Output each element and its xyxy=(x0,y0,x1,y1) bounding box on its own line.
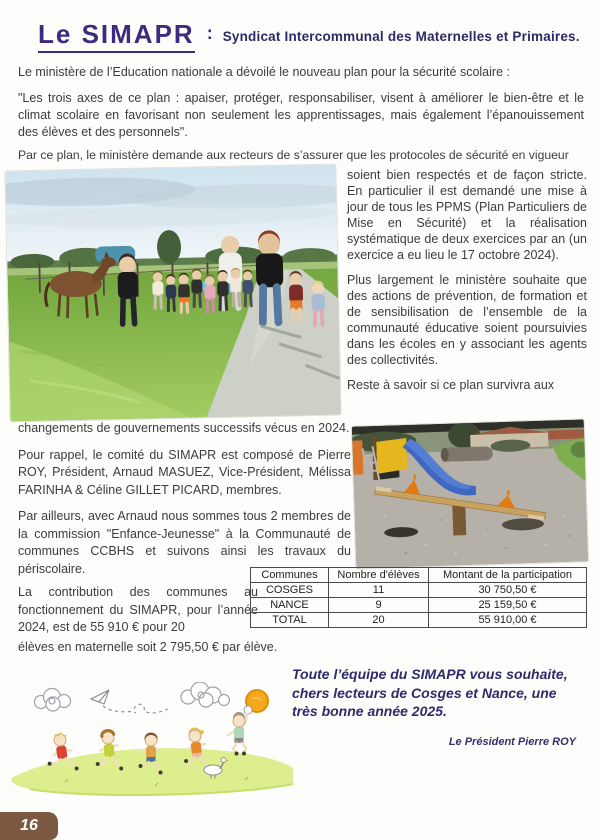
col-header-communes: Communes xyxy=(251,568,329,583)
cloud-icon xyxy=(35,689,71,712)
intro-paragraph: Le ministère de l’Education nationale a dévoilé le nouveau plan pour la sécurité scolaire : xyxy=(18,65,510,79)
table-row xyxy=(251,613,587,628)
closing-message: Toute l’équipe du SIMAPR vous souhaite, chers lecteurs de Cosges et Nance, une très bonne année 2025. xyxy=(292,666,568,719)
cell-montant: 30 750,50 € xyxy=(429,583,587,598)
page-subtitle: Syndicat Intercommunal des Maternelles et Primaires. xyxy=(222,29,580,44)
plan-paragraph-continued: soient bien respectés et de façon stricte. En particulier il est demandé une mise à jour de tous les PPMS (Plan Particuliers de Mise en Sécurité) et la réalisation systématique de deux exercices par an (un exercice a eu lieu le 17 octobre 2024). xyxy=(347,168,587,262)
cell-eleves: 11 xyxy=(329,583,429,598)
children-drawing xyxy=(5,682,297,813)
header xyxy=(38,20,580,53)
commission-paragraph: Par ailleurs, avec Arnaud nous sommes tous 2 membres de la commission "Enfance-Jeunesse" à la Communauté de communes CCBHS et suivons ainsi les travaux du périscolaire. xyxy=(18,509,351,576)
paper-plane-icon xyxy=(91,690,109,704)
table-row xyxy=(251,583,587,598)
title-separator: : xyxy=(206,23,213,43)
left-column xyxy=(18,420,351,587)
table-header-row xyxy=(251,568,587,583)
page-title: Le SIMAPR xyxy=(38,20,195,53)
cell-commune: COSGES xyxy=(251,583,329,598)
cell-montant: 25 159,50 € xyxy=(429,598,587,613)
president-signature: Le Président Pierre ROY xyxy=(448,736,576,748)
cell-eleves: 9 xyxy=(329,598,429,613)
right-column xyxy=(347,167,587,393)
col-header-montant: Montant de la participation xyxy=(429,568,587,583)
survive-paragraph-end: changements de gouvernements successifs vécus en 2024. xyxy=(18,421,350,435)
table-row xyxy=(251,598,587,613)
plane-trail xyxy=(103,704,168,713)
playground-photo-graphic xyxy=(352,419,588,568)
cell-commune: TOTAL xyxy=(251,613,329,628)
plan-paragraph-start: Par ce plan, le ministère demande aux recteurs de s’assurer que les protocoles de sécurité en vigueur xyxy=(18,148,569,162)
quote-paragraph: "Les trois axes de ce plan : apaiser, protéger, responsabiliser, visent à améliorer le bien-être et le climat scolaire en favorisant non seulement les apprentissages, mais également l’épanouissement des élèves et des personnels". xyxy=(18,91,584,139)
survive-paragraph-start: Reste à savoir si ce plan survivra aux xyxy=(347,378,555,392)
col-header-nombre-eleves: Nombre d'élèves xyxy=(329,568,429,583)
playground-photo xyxy=(352,419,588,568)
field-trip-photo-graphic xyxy=(5,165,340,422)
cell-montant: 55 910,00 € xyxy=(429,613,587,628)
cloud-icon xyxy=(181,682,230,707)
page-number-tab xyxy=(0,812,58,840)
contribution-paragraph-end: élèves en maternelle soit 2 795,50 € par élève. xyxy=(18,640,278,654)
committee-paragraph: Pour rappel, le comité du SIMAPR est composé de Pierre ROY, Président, Arnaud MASUEZ, Vice-Président, Mélissa FARINHA & Céline GILLET PICARD, membres. xyxy=(18,447,351,497)
prevention-paragraph: Plus largement le ministère souhaite que des actions de prévention, de formation et de sensibilisation de l’ensemble de la communauté éducative soient poursuivies dans les écoles en y associant les agents des collectivités. xyxy=(347,273,587,367)
cell-eleves: 20 xyxy=(329,613,429,628)
participation-table xyxy=(250,567,586,628)
page-number: 16 xyxy=(20,817,38,834)
contribution-paragraph: La contribution des communes au fonctionnement du SIMAPR, pour l’année 2024, est de 55 910 € pour 20 xyxy=(18,585,258,634)
field-trip-photo xyxy=(5,165,340,422)
cell-commune: NANCE xyxy=(251,598,329,613)
